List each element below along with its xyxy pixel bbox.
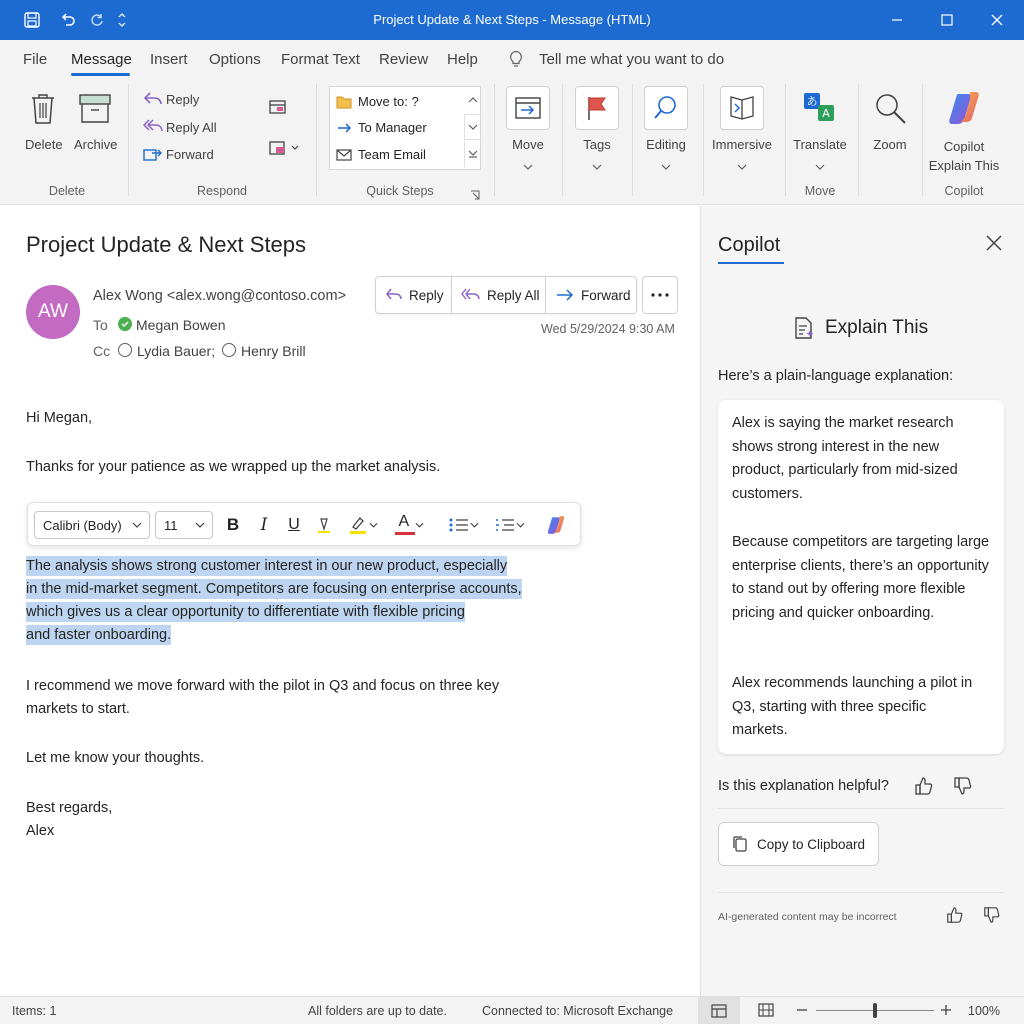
quick-steps-scroll-up-icon[interactable] [464,87,481,113]
ribbon-separator [494,84,495,196]
tab-help[interactable]: Help [447,51,478,68]
more-icon [651,293,669,297]
dialog-launcher-icon[interactable] [470,188,480,203]
ribbon-forward-button[interactable]: Forward [166,147,214,162]
zoom-slider-thumb[interactable] [873,1003,877,1018]
highlight-color-button[interactable] [342,511,382,539]
svg-text:A: A [822,107,830,120]
forward-button-label: Forward [581,287,631,303]
avatar[interactable]: AW [26,285,80,339]
ribbon-reply-all-button[interactable]: Reply All [166,120,217,135]
message-date: Wed 5/29/2024 9:30 AM [541,322,675,336]
italic-button[interactable]: I [260,515,268,535]
search-icon[interactable] [644,86,688,130]
close-window-icon[interactable] [974,0,1020,40]
mail-icon [336,148,352,162]
lightbulb-icon [508,50,524,71]
immersive-reader-icon[interactable] [720,86,764,130]
quick-step-team-email[interactable] [336,147,426,162]
presence-unknown-icon [222,343,236,357]
bold-button[interactable]: B [226,515,240,534]
connection-status: Connected to: Microsoft Exchange [482,1004,674,1018]
bullets-button[interactable] [442,511,484,539]
window-title: Project Update & Next Steps - Message (HTML) [373,12,651,27]
quick-step-move-to[interactable] [336,94,419,109]
delete-group-label: Delete [48,184,86,198]
copilot-pane-title: Copilot [718,234,781,256]
immersive-button[interactable]: Immersive [712,137,772,152]
arrow-right-icon [336,121,352,135]
font-color-button[interactable] [388,511,430,539]
forward-button[interactable] [546,277,638,313]
respond-group-label: Respond [196,184,248,198]
explanation-paragraph: Alex recommends launching a pilot in Q3, starting with three specific markets. [732,675,973,739]
forward-icon [143,145,163,166]
body-paragraph-4: Let me know your thoughts. [26,750,205,766]
highlight-swatch [350,531,366,534]
floating-format-toolbar [27,502,581,546]
zoom-icon[interactable] [872,90,908,129]
svg-text:あ: あ [806,95,818,108]
body-paragraph-3-line-2: markets to start. [26,701,130,717]
tab-message[interactable]: Message [71,51,132,68]
explanation-card [718,400,1004,754]
body-paragraph-1: Thanks for your patience as we wrapped up the market analysis. [26,459,441,475]
quick-steps-group-label: Quick Steps [366,184,434,198]
move-button[interactable]: Move [512,137,544,152]
text-effects-icon [315,516,333,534]
translate-icon[interactable] [800,90,840,129]
zoom-button[interactable]: Zoom [873,137,907,152]
reply-button[interactable] [376,277,452,313]
copy-to-clipboard-label: Copy to Clipboard [757,836,866,852]
font-size-value: 11 [164,517,178,533]
sync-status: All folders are up to date. [308,1004,447,1018]
quick-steps-scroll-down-icon[interactable] [464,114,481,140]
copilot-explain-button[interactable] [926,137,1002,175]
selected-text: and faster onboarding. [26,627,172,643]
items-count: Items: 1 [12,1004,57,1018]
delete-icon[interactable] [28,92,58,129]
numbering-button[interactable] [488,511,530,539]
title-bar [0,0,1024,40]
message-subject: Project Update & Next Steps [26,232,307,257]
thumbs-up-icon[interactable] [946,906,968,928]
recipient-to[interactable]: Megan Bowen [136,317,226,333]
selected-text-line[interactable] [26,604,465,620]
delete-button[interactable]: Delete [25,137,63,152]
maximize-icon[interactable] [924,0,970,40]
selected-text: which gives us a clear opportunity to differentiate with flexible pricing [26,604,465,620]
move-group-label: Move [804,184,836,198]
copilot-icon[interactable] [946,90,982,129]
tab-options[interactable]: Options [209,51,261,68]
chevron-down-icon[interactable] [523,158,533,173]
quick-steps-expand-icon[interactable] [464,141,481,167]
copy-to-clipboard-button[interactable] [718,822,879,866]
presence-unknown-icon [118,343,132,357]
chevron-down-icon [415,522,424,528]
flag-icon[interactable] [575,86,619,130]
ribbon-separator [128,84,129,196]
document-sparkle-icon [793,316,815,340]
chevron-down-icon[interactable] [815,158,825,173]
folder-icon [336,95,352,109]
quick-step-to-manager[interactable] [336,120,427,135]
reading-view-icon[interactable] [758,1003,774,1020]
zoom-slider[interactable] [816,1010,934,1011]
chevron-down-icon [516,522,525,528]
divider [718,892,1004,893]
editing-button[interactable]: Editing [646,137,686,152]
copilot-inline-button[interactable] [542,511,570,539]
bullet-list-icon [448,516,470,534]
ribbon-separator [703,84,704,196]
recipient-cc-2[interactable]: Henry Brill [241,343,306,359]
forward-icon [555,287,575,303]
copilot-icon [546,515,566,535]
menu-tabs [0,40,1024,78]
explanation-paragraph: Alex is saying the market research shows strong interest in the new product, particularly from mid-sized customers. [732,415,958,503]
chevron-down-icon [470,522,479,528]
quick-step-move-to-label: Move to: ? [358,94,419,109]
presence-available-icon [118,317,132,331]
helpful-question: Is this explanation helpful? [718,778,889,794]
thumbs-up-icon[interactable] [914,776,936,798]
font-color-swatch [395,532,415,535]
tab-file[interactable]: File [23,51,48,68]
chevron-down-icon [195,522,205,528]
minimize-icon[interactable] [874,0,920,40]
font-color-letter: A [398,513,410,530]
active-tab-indicator [71,73,130,76]
clear-formatting-button[interactable] [312,511,336,539]
to-label: To [93,317,108,333]
quick-step-to-manager-label: To Manager [358,120,427,135]
move-icon[interactable] [506,86,550,130]
translate-button[interactable]: Translate [793,137,847,152]
body-signoff: Best regards, [26,800,113,816]
highlighter-icon [347,515,369,535]
selected-text: The analysis shows strong customer interest in our new product, especially [26,558,508,574]
thumbs-down-icon[interactable] [953,776,975,798]
sender[interactable]: Alex Wong <alex.wong@contoso.com> [93,288,347,304]
tab-insert[interactable]: Insert [150,51,188,68]
selected-text: in the mid-market segment. Competitors are focusing on enterprise accounts, [26,581,522,597]
copy-icon [731,835,749,853]
ribbon-separator [922,84,923,196]
tell-me-search[interactable]: Tell me what you want to do [539,51,725,68]
body-greeting: Hi Megan, [26,410,93,426]
message-actions [375,276,637,314]
zoom-level[interactable]: 100% [968,1004,1000,1018]
reading-pane [0,206,700,996]
tags-button[interactable]: Tags [583,137,611,152]
reply-all-button[interactable] [452,277,545,313]
explanation-paragraph: Because competitors are targeting large enterprise clients, there’s an opportunity to stand out by offering more flexible pricing and quicker onboarding. [732,534,990,622]
ribbon-separator [632,84,633,196]
meeting-reply-icon[interactable] [268,98,288,119]
reply-all-button-label: Reply All [487,287,540,303]
chevron-down-icon[interactable] [737,158,747,173]
more-options-button[interactable] [642,276,678,314]
quick-steps-gallery [329,86,481,170]
chevron-down-icon [369,522,378,528]
copilot-button-line2: Explain This [928,158,1000,173]
quick-step-team-email-label: Team Email [358,147,426,162]
divider [718,808,1004,809]
chevron-down-icon [132,522,142,528]
tab-format-text[interactable]: Format Text [281,51,360,68]
recipient-cc-1[interactable]: Lydia Bauer; [137,343,216,359]
copilot-group-label: Copilot [944,184,984,198]
zoom-out-icon[interactable] [796,1003,808,1020]
reply-icon [143,90,163,111]
ribbon [0,78,1024,205]
reply-all-icon [461,287,481,303]
ai-disclaimer: AI-generated content may be incorrect [718,911,897,923]
font-size-dropdown[interactable] [155,511,213,539]
cc-label: Cc [93,343,111,359]
chevron-down-icon[interactable] [661,158,671,173]
ribbon-separator [316,84,317,196]
ribbon-separator [858,84,859,196]
body-signature: Alex [26,823,55,839]
archive-icon[interactable] [78,93,112,128]
font-color-icon [395,513,415,537]
copilot-button-line1: Copilot [943,139,985,154]
chevron-down-icon[interactable] [592,158,602,173]
tab-review[interactable]: Review [379,51,429,68]
zoom-in-icon[interactable] [940,1003,952,1020]
body-paragraph-3-line-1: I recommend we move forward with the pilot in Q3 and focus on three key [26,678,500,694]
copilot-title-underline [718,262,784,264]
copilot-pane [700,206,1024,996]
font-family-value: Calibri (Body) [43,517,122,533]
selected-text-line[interactable] [26,627,171,643]
reply-icon [385,287,403,303]
numbered-list-icon [494,516,516,534]
thumbs-down-icon[interactable] [983,906,1005,928]
status-bar [0,996,1024,1024]
reply-all-icon [143,117,163,138]
normal-view-icon[interactable] [698,997,740,1024]
more-respond-icon[interactable] [268,139,302,160]
ribbon-separator [562,84,563,196]
ribbon-separator [785,84,786,196]
ribbon-reply-button[interactable]: Reply [166,92,200,107]
copilot-intro: Here’s a plain-language explanation: [718,368,954,384]
close-icon[interactable] [985,234,1005,254]
explain-this-heading [793,316,928,340]
reply-button-label: Reply [409,287,444,303]
archive-button[interactable]: Archive [74,137,118,152]
explain-this-label: Explain This [825,317,929,338]
font-family-dropdown[interactable] [34,511,150,539]
selected-text-line[interactable] [26,558,507,574]
underline-button[interactable]: U [288,516,300,533]
selected-text-line[interactable] [26,581,522,597]
